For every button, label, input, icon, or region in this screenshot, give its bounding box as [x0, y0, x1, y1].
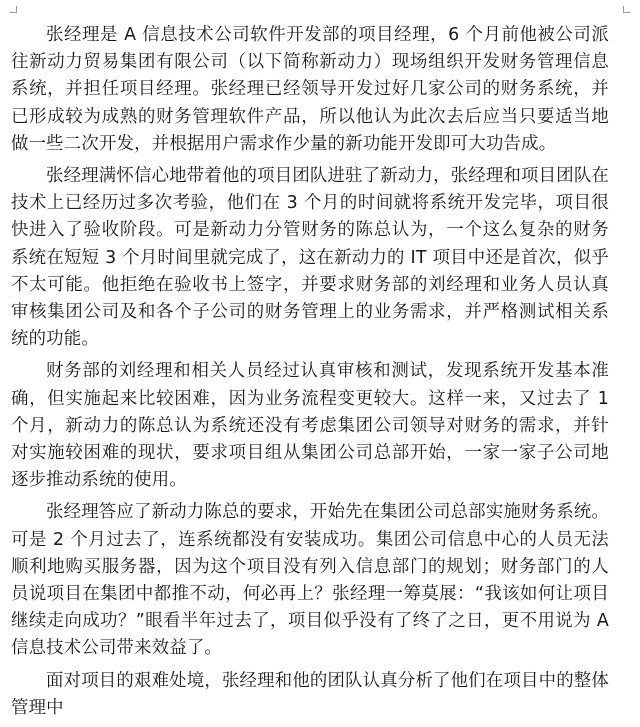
paragraph-4: 张经理答应了新动力陈总的要求，开始先在集团公司总部实施财务系统。可是 2 个月过去了，连系统都没有安装成功。集团公司信息中心的人员无法顺利地购买服务器，因为这个项目没有列入信息部门的规划；财务部门的人员说项目在集团中都推不动，何必再上？张经理一筹莫展：“我该如何让项目继续走向成功？”眼看半年过去了，项目似乎没有了终了之日，更不用说为 A 信息技术公司带来效益了。	[11, 502, 609, 659]
paragraph-2: 张经理满怀信心地带着他的项目团队进驻了新动力，张经理和项目团队在技术上已经历过多次考验，他们在 3 个月的时间就将系统开发完毕，项目很快进入了验收阶段。可是新动力分管财务的陈总认为，一个这么复杂的财务系统在短短 3 个月时间里就完成了，这在新动力的 IT 项目中还是首次，似乎不太可能。他拒绝在验收书上签字，并要求财务部的刘经理和业务人员认真审核集团公司及和各个子公司的财务管理上的业务需求，并严格测试相关系统的功能。	[11, 166, 609, 350]
paragraph-3: 财务部的刘经理和相关人员经过认真审核和测试，发现系统开发基本准确，但实施起来比较困难，因为业务流程变更较大。这样一来，又过去了 1 个月，新动力的陈总认为系统还没有考虑集团公司领导对财务的需求，并针对实施较困难的现状，要求项目组从集团公司总部开始，一家一家子公司地逐步推动系统的使用。	[11, 361, 609, 491]
page-corner-mark-left	[10, 6, 17, 13]
page-corner-mark-right	[623, 6, 630, 13]
document-body	[11, 22, 609, 727]
paragraph-1: 张经理是 A 信息技术公司软件开发部的项目经理，6 个月前他被公司派往新动力贸易集团有限公司（以下简称新动力）现场组织开发财务管理信息系统，并担任项目经理。张经理已经领导开发过好几家公司的财务系统，并已形成较为成熟的财务管理软件产品，所以他认为此次去后应当只要适当地做一些二次开发，并根据用户需求作少量的新功能开发即可大功告成。	[11, 25, 609, 154]
paragraph-5: 面对项目的艰难处境，张经理和他的团队认真分析了他们在项目中的整体管理中	[11, 670, 609, 718]
